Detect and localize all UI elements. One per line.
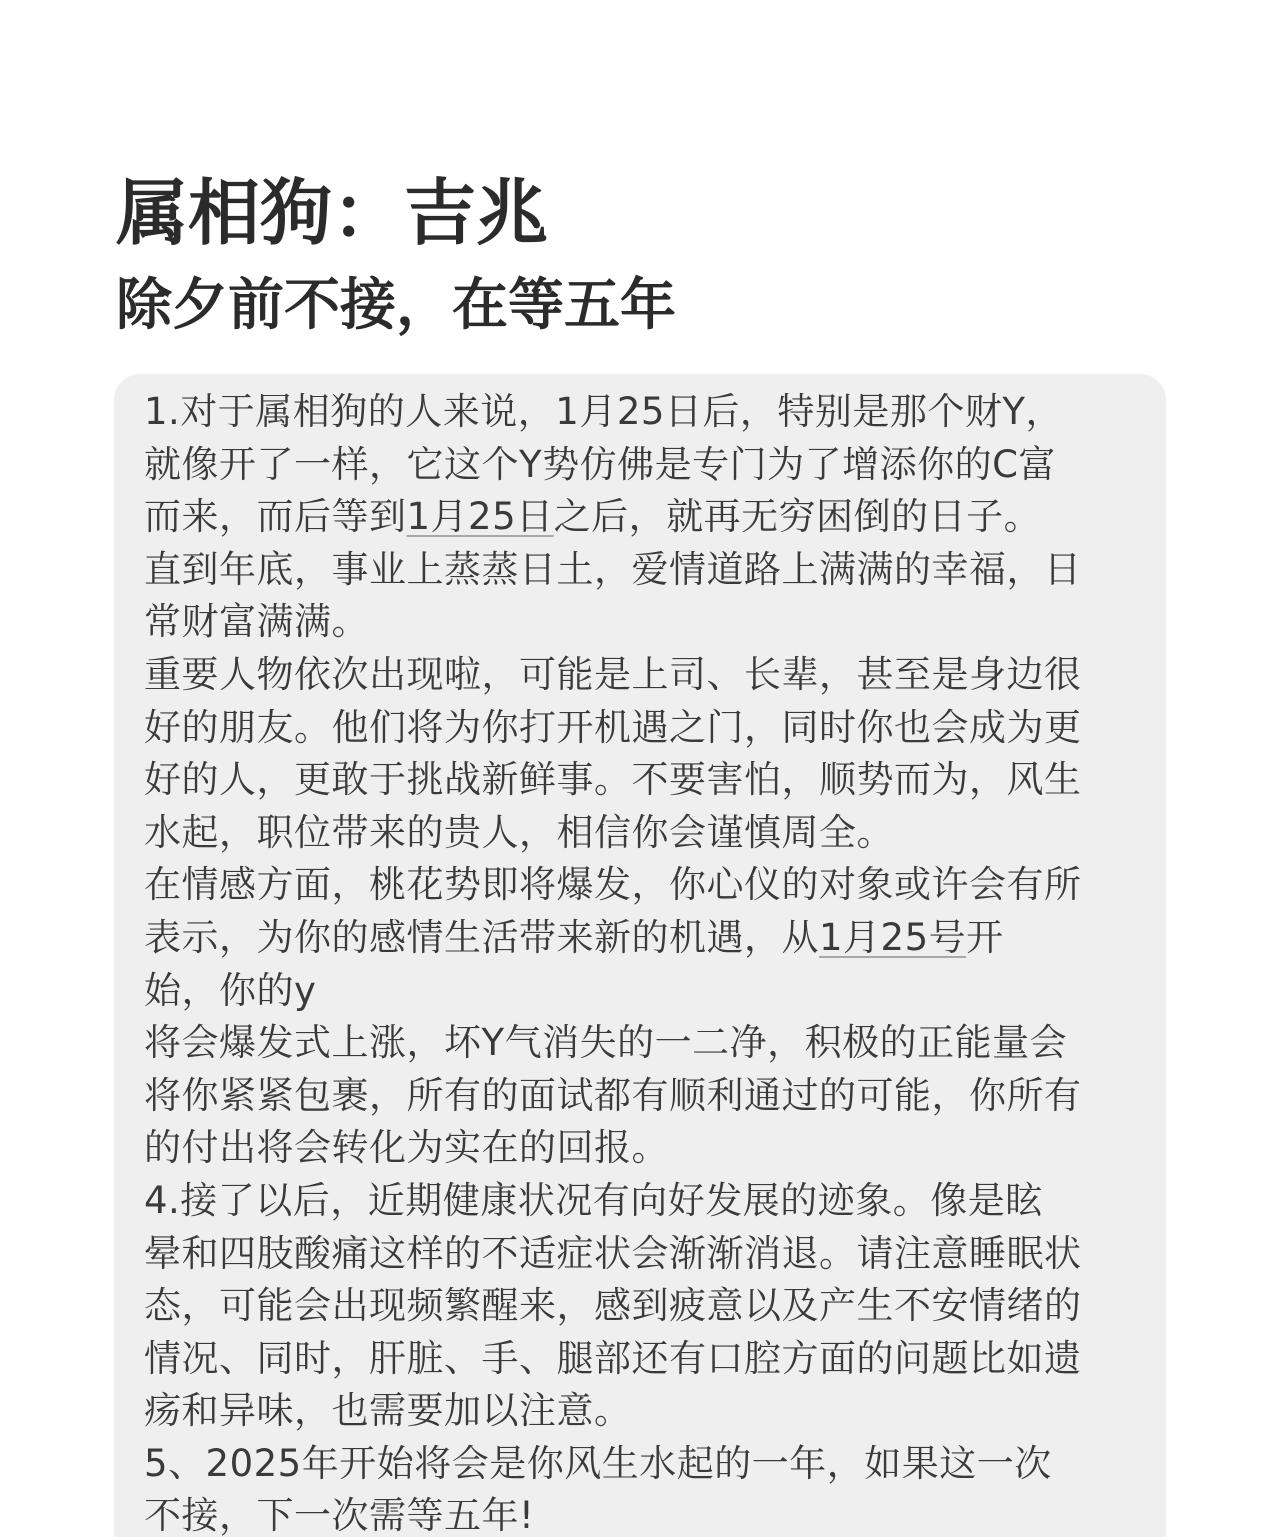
text-line: [144, 912, 1142, 965]
page-subtitle: 除夕前不接，在等五年: [116, 273, 676, 338]
text-line: 常财富满满。: [144, 600, 369, 644]
text-line: 态，可能会出现频繁醒来，感到疲意以及产生不安情绪的: [144, 1284, 1082, 1328]
text-line: 重要人物依次出现啦，可能是上司、长辈，甚至是身边很: [144, 652, 1082, 696]
page-title: 属相狗：吉兆: [116, 171, 549, 255]
date-link[interactable]: 1月25号: [819, 915, 967, 959]
text-line: 好的朋友。他们将为你打开机遇之门，同时你也会成为更: [144, 705, 1082, 749]
text-line: 晕和四肢酸痛这样的不适症状会渐渐消退。请注意睡眠状: [144, 1231, 1082, 1275]
text-line: 5、2025年开始将会是你风生水起的一年，如果这一次: [144, 1441, 1052, 1485]
text-line: 4.接了以后，近期健康状况有向好发展的迹象。像是眩: [144, 1178, 1043, 1222]
text-line: [144, 491, 1142, 544]
text-line: 将会爆发式上涨，坏Y气消失的一二净，积极的正能量会: [144, 1021, 1068, 1065]
text-line: 直到年底，事业上蒸蒸日土，爱情道路上满满的幸福，日: [144, 547, 1082, 591]
text-line: 1.对于属相狗的人来说，1月25日后，特别是那个财Y，: [144, 390, 1064, 433]
text-line: 就像开了一样，它这个Y势仿佛是专门为了增添你的C富: [144, 442, 1056, 486]
text-segment: 而来，而后等到: [144, 495, 407, 539]
text-line: 水起，职位带来的贵人，相信你会谨慎周全。: [144, 810, 894, 854]
paragraph-health: [144, 1175, 1142, 1438]
text-segment: 开: [966, 915, 1004, 959]
text-segment: 之后，就再无穷困倒的日子。: [553, 495, 1042, 539]
paragraph-outlook: [144, 1438, 1142, 1537]
text-line: 始，你的y: [144, 968, 317, 1012]
paragraph-benefactor: [144, 649, 1142, 859]
text-line: 的付出将会转化为实在的回报。: [144, 1126, 669, 1170]
text-line: 情况、同时，肝脏、手、腿部还有口腔方面的问题比如遗: [144, 1336, 1082, 1380]
text-line: 在情感方面，桃花势即将爆发，你心仪的对象或许会有所: [144, 863, 1082, 907]
text-line: 不接，下一次需等五年!: [144, 1494, 535, 1537]
text-line: 疡和异味，也需要加以注意。: [144, 1389, 632, 1433]
paragraph-fortune: [144, 386, 1142, 649]
text-segment: 表示，为你的感情生活带来新的机遇，从: [144, 915, 819, 959]
text-line: 好的人，更敢于挑战新鲜事。不要害怕，顺势而为，风生: [144, 758, 1082, 802]
paragraph-romance: [144, 859, 1142, 1175]
text-line: 将你紧紧包裹，所有的面试都有顺利通过的可能，你所有: [144, 1073, 1082, 1117]
date-link[interactable]: 1月25日: [406, 495, 554, 539]
note-card: [114, 374, 1166, 1537]
